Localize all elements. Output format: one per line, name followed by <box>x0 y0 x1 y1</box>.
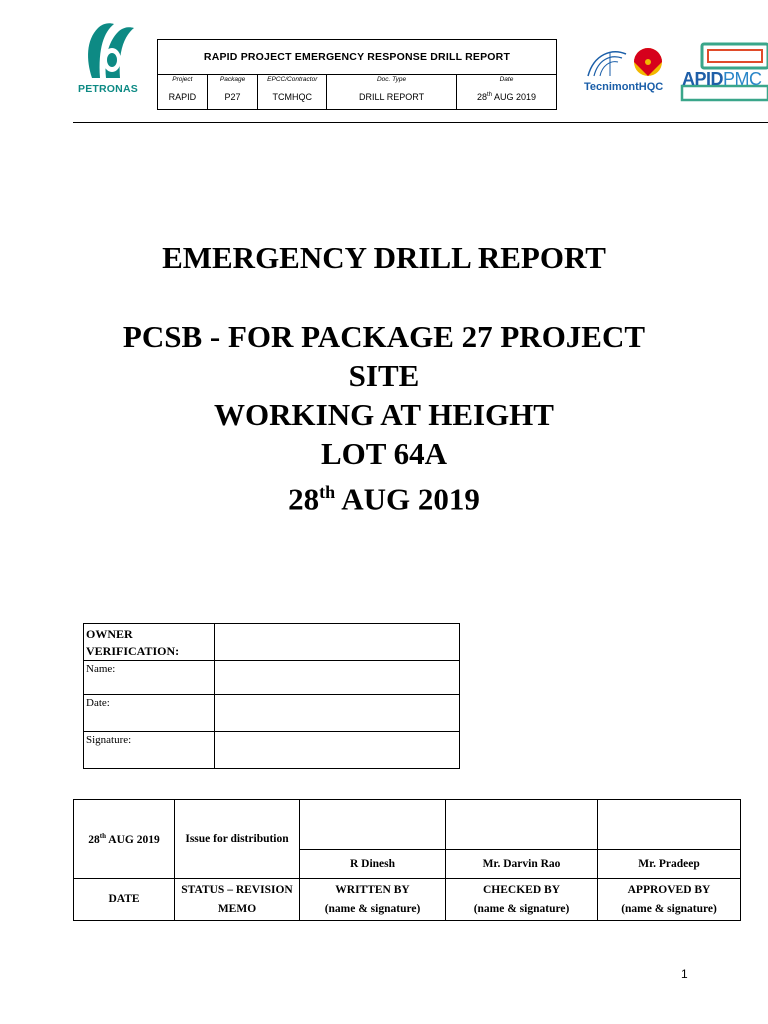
value-contractor: TCMHQC <box>258 84 327 110</box>
subtitle-line-2: SITE <box>348 358 420 393</box>
label-project: Project <box>158 75 208 85</box>
column-written-by: WRITTEN BY (name & signature) <box>300 879 446 921</box>
petronas-emblem-icon <box>84 20 136 80</box>
subtitle-line-3: WORKING AT HEIGHT <box>214 397 554 432</box>
owner-verification-value <box>215 624 460 661</box>
subtitle-line-4: LOT 64A <box>320 436 448 471</box>
petronas-logo <box>78 20 148 100</box>
checked-by-name: Mr. Darvin Rao <box>446 850 598 879</box>
revision-date: 28th AUG 2019 <box>74 800 175 879</box>
value-project: RAPID <box>158 84 208 110</box>
owner-name-label: Name: <box>84 661 215 695</box>
value-doc-type: DRILL REPORT <box>327 84 457 110</box>
label-date: Date <box>456 75 556 85</box>
apid-pmc-wordmark: APIDPMC <box>682 69 762 89</box>
owner-name-field[interactable] <box>215 661 460 695</box>
owner-verification-table <box>83 623 460 769</box>
signoff-table <box>73 799 741 921</box>
header-table <box>157 39 557 110</box>
written-signature-cell <box>300 800 446 850</box>
value-date: 28th AUG 2019 <box>456 84 556 110</box>
tecnimont-wordmark: TecnimontHQC <box>584 81 664 93</box>
main-title: EMERGENCY DRILL REPORT <box>162 240 606 275</box>
approved-by-name: Mr. Pradeep <box>598 850 741 879</box>
page-number: 1 <box>681 967 688 981</box>
label-package: Package <box>207 75 258 85</box>
subtitle-date: 28th AUG 2019 <box>288 481 480 517</box>
header-divider <box>73 122 768 123</box>
approved-signature-cell <box>598 800 741 850</box>
subtitle-line-1: PCSB - FOR PACKAGE 27 PROJECT <box>122 319 646 354</box>
owner-verification-heading: OWNER VERIFICATION: <box>84 624 215 661</box>
owner-signature-label: Signature: <box>84 732 215 769</box>
column-approved-by: APPROVED BY (name & signature) <box>598 879 741 921</box>
column-checked-by: CHECKED BY (name & signature) <box>446 879 598 921</box>
written-by-name: R Dinesh <box>300 850 446 879</box>
label-contractor: EPCC/Contractor <box>258 75 327 85</box>
petronas-wordmark: PETRONAS <box>78 83 138 95</box>
report-header-title: RAPID PROJECT EMERGENCY RESPONSE DRILL REPORT <box>158 40 557 75</box>
column-status: STATUS – REVISION MEMO <box>175 879 300 921</box>
label-doc-type: Doc. Type <box>327 75 457 85</box>
value-package: P27 <box>207 84 258 110</box>
owner-signature-field[interactable] <box>215 732 460 769</box>
checked-signature-cell <box>446 800 598 850</box>
owner-date-label: Date: <box>84 695 215 732</box>
column-date: DATE <box>74 879 175 921</box>
subtitle-block <box>0 317 768 518</box>
revision-status: Issue for distribution <box>175 800 300 879</box>
partner-logos <box>582 40 768 104</box>
owner-date-field[interactable] <box>215 695 460 732</box>
